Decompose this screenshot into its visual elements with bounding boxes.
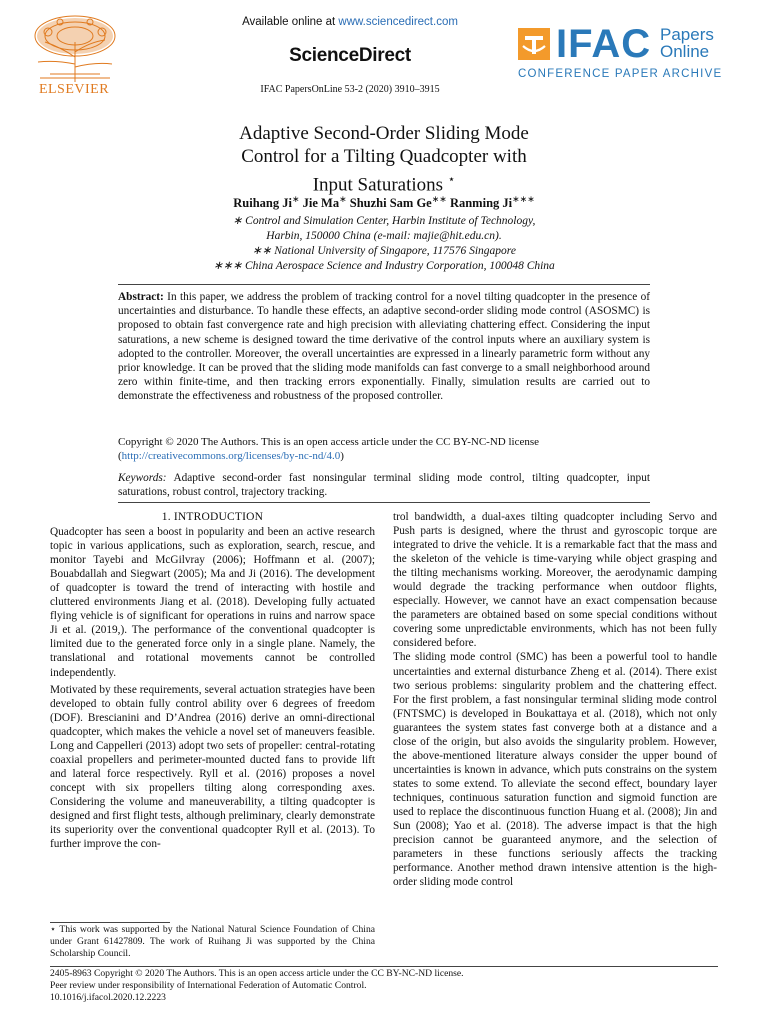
copyright-text: © 2020 The Authors. This is an open access article under the CC BY-NC-ND license	[162, 436, 540, 448]
sciencedirect-link[interactable]: www.sciencedirect.com	[338, 16, 458, 28]
author-mark: ∗∗∗	[512, 194, 535, 204]
ifac-wordmark: IFAC	[556, 22, 652, 66]
ifac-papers-online	[660, 26, 714, 60]
bottom-line: Peer review under responsibility of International Federation of Automatic Control.	[50, 980, 367, 992]
copyright-block: Copyright © 2020 The Authors. This is an open access article under the CC BY-NC-ND license (http://creativecommons.org/licenses/by-nc-nd/4.0)	[118, 436, 540, 462]
doi: 10.1016/j.ifacol.2020.12.2223	[50, 992, 166, 1004]
bottom-line: 2405-8963 Copyright © 2020 The Authors. This is an open access article under the CC BY-NC-ND license.	[50, 968, 464, 979]
elsevier-wordmark: ELSEVIER	[38, 82, 110, 97]
ifac-emblem-icon	[518, 28, 550, 60]
affiliation-line: Harbin, 150000 China (e-mail: majie@hit.edu.cn).	[266, 230, 502, 242]
available-prefix: Available online at	[242, 16, 339, 28]
title-line-3-wrap	[150, 168, 618, 196]
abstract-bottom-rule	[118, 502, 650, 503]
author-mark: ∗	[291, 194, 300, 204]
platform-title: ScienceDirect	[289, 45, 411, 66]
author-mark: ∗	[339, 194, 347, 204]
ifac-archive-label: CONFERENCE PAPER ARCHIVE	[518, 68, 723, 80]
author-name: Ruihang Ji	[233, 196, 292, 211]
body-paragraph: Quadcopter has seen a boost in popularity and been an active research topic in various applications, such as exploration, search, rescue, and monitor Tayebi and McGilvray (2006); Hoffmann et al. (2007); Bouabdallah and Siegwart (2005); Ma and Ji (2016). The development of quadcopter is toward the trend of interacting with hostile and cluttered environments Jiang et al. (2018). Developing fully actuated flying vehicle is of significant for operations in ruins and narrow space Ji et al. (2019,). The performance of the conventional quadcopter is limited due to the generated force only in a single plane. Namely, the translational and rotational movements cannot be controlled independently.	[50, 526, 375, 679]
license-link[interactable]: http://creativecommons.org/licenses/by-nc-nd/4.0	[121, 450, 341, 462]
affiliation-line: ∗∗∗ China Aerospace Science and Industry Corporation, 100048 China	[213, 260, 555, 272]
keywords-label: Keywords:	[118, 472, 167, 484]
footnote-rule	[50, 922, 170, 923]
funding-footnote: ⋆ This work was supported by the National Natural Science Foundation of China under Grant 61427809. The work of Ruihang Ji was supported by the China Scholarship Council.	[50, 924, 375, 960]
paper-title	[150, 122, 618, 196]
available-online	[200, 16, 500, 28]
left-column	[50, 510, 375, 851]
keywords-text: Adaptive second-order fast nonsingular terminal sliding mode control, tilting quadcopter, input saturations, robust control, trajectory tracking.	[118, 472, 650, 499]
section-heading: 1. INTRODUCTION	[161, 511, 264, 523]
ifac-papers-line2: Online	[660, 42, 710, 61]
title-line-3: Input Saturations	[312, 174, 444, 196]
journal-reference: IFAC PapersOnLine 53-2 (2020) 3910–3915	[260, 84, 440, 95]
bottom-copyright	[50, 968, 718, 1005]
title-line-2: Control for a Tilting Quadcopter with	[241, 146, 527, 167]
right-column	[393, 510, 717, 889]
author-name: Jie Ma	[302, 196, 340, 211]
title-footnote-mark: ⋆	[447, 172, 456, 186]
body-paragraph: trol bandwidth, a dual-axes tilting quadcopter including Servo and Push parts is designed, where the thrust and gyroscopic torque are integrated to drive the vehicle. It is a remarkable fact that the mass and the skeleton of the vehicle is time-varying while object grasping and the tilting mechanisms working. Moreover, the aerodynamic damping would degrade the tracking performance when outdoor flights, especially. However, we cannot have an exact compensation because the parameters are obtained based on some special conditions without covering some unpredictable environments, which has not been fully considered before.	[393, 511, 717, 650]
body-paragraph: The sliding mode control (SMC) has been a powerful tool to handle uncertainties and external disturbance Zheng et al. (2014). There exist two serious problems: singularity problem and the chattering effect. For the first problem, a fast nonsingular terminal sliding mode control (FNTSMC) is developed in Boukattaya et al. (2018), which not only guarantees the system states fast converge both at a distance and a close of the origin, but also avoids the singularity problem. However, the above-mentioned literature always consider the upper bound of uncertainties is known in advance, which puts constrains on the system states to some extend. To alleviate the second effect, boundary layer techniques, continuous saturation function and sigmoid function are used to replace the discontinuous function Huang et al. (2008); Jin and Sun (2008); Yao et al. (2018). The adverse impact is that the high precision cannot be guaranteed anymore, and the selection of parameters in these functions seriously affects the tracking performance. Another method drawn intensive attention is the high-order sliding mode control	[393, 651, 717, 889]
elsevier-tree-icon	[20, 12, 130, 84]
ifac-papers-line1: Papers	[660, 25, 714, 44]
abstract	[118, 290, 650, 404]
abstract-label: Abstract:	[118, 291, 164, 303]
title-line-1: Adaptive Second-Order Sliding Mode	[239, 123, 529, 144]
abstract-text: In this paper, we address the problem of tracking control for a novel tilting quadcopter in the presence of uncertainties and disturbance. To handle these effects, an adaptive second-order sliding mode control (ASOSMC) is proposed to obtain fast convergence rate and high precision with alleviating chattering effect. Considering the input saturations, a new scheme is designed toward the time derivative of the control inputs where an auxiliary system is adopted to the controller. Moreover, the overall uncertainties are expressed in a linearly parametric form without any prior knowledge. It can be proved that the sliding mode manifolds can fast converge to a small neighborhood around zero within finite-time, and then tracking errors exponentially. Finally, simulation results are carried out to demonstrate the effectiveness and robustness of the proposed controller.	[118, 291, 650, 403]
affiliation-line: ∗ Control and Simulation Center, Harbin Institute of Technology,	[232, 215, 536, 227]
abstract-top-rule	[118, 284, 650, 285]
affiliations	[120, 214, 648, 274]
author-name: Ranming Ji	[449, 196, 513, 211]
copyright-label: Copyright	[118, 436, 163, 448]
author-list	[120, 194, 648, 211]
elsevier-logo	[20, 12, 130, 98]
author-mark: ∗∗	[431, 194, 447, 204]
affiliation-line: ∗∗ National University of Singapore, 117576 Singapore	[252, 245, 516, 257]
ifac-logo	[518, 24, 728, 84]
author-name: Shuzhi Sam Ge	[349, 196, 432, 211]
keywords	[118, 471, 650, 499]
body-paragraph: Motivated by these requirements, several actuation strategies have been developed to obtain fully control ability over 6 degrees of freedom (DOF). Brescianini and D’Andrea (2016) derive an omni-directional quadcopter, which makes the vehicle a novel set of maneuvers feasible. Long and Cappelleri (2013) adopt two sets of propeller: central-rotating coaxial propellers and perimeter-mounted ducted fans to provide lift and lateral force respectively. Ryll et al. (2016) proposes a novel concept with six propellers tilting along corresponding axes. Considering the volume and maneuverability, a tilting quadcopter is designed and first flight tests, although preliminary, clearly demonstrate its superiority over the conventional quadcopter Ryll et al. (2013). To further improve the con-	[50, 683, 375, 851]
bottom-rule	[50, 966, 718, 967]
